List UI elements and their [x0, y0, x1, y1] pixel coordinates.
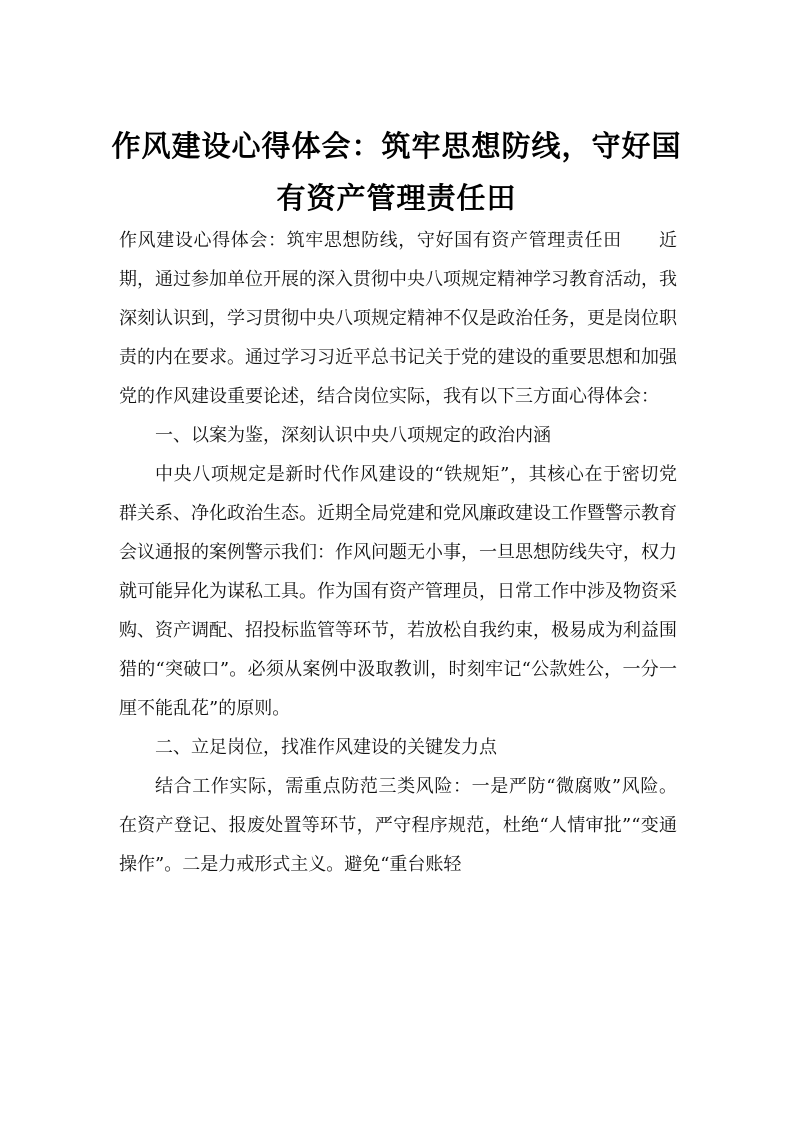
section-2-paragraph: 结合工作实际，需重点防范三类风险：一是严防“微腐败”风险。在资产登记、报废处置等环节，严守程序规范，杜绝“人情审批”“变通操作”。二是力戒形式主义。避免“重台账轻	[119, 776, 677, 875]
intro-paragraph: 作风建设心得体会：筑牢思想防线，守好国有资产管理责任田 近期，通过参加单位开展的深入贯彻中央八项规定精神学习教育活动，我深刻认识到，学习贯彻中央八项规定精神不仅是政治任务，更是岗位职责的内在要求。通过学习习近平总书记关于党的建设的重要思想和加强党的作风建设重要论述，结合岗位实际，我有以下三方面心得体会：	[119, 230, 677, 407]
section-1-paragraph: 中央八项规定是新时代作风建设的“铁规矩”，其核心在于密切党群关系、净化政治生态。近期全局党建和党风廉政建设工作暨警示教育会议通报的案例警示我们：作风问题无小事，一旦思想防线失守，权力就可能异化为谋私工具。作为国有资产管理员，日常工作中涉及物资采购、资产调配、招投标监管等环节，若放松自我约束，极易成为利益围猎的“突破口”。必须从案例中汲取教训，时刻牢记“公款姓公，一分一厘不能乱花”的原则。	[119, 464, 677, 719]
document-body	[119, 221, 677, 884]
document-title: 作风建设心得体会：筑牢思想防线，守好国有资产管理责任田	[111, 129, 682, 215]
section-heading-2: 二、立足岗位，找准作风建设的关键发力点	[155, 737, 497, 758]
section-heading-1: 一、以案为鉴，深刻认识中央八项规定的政治内涵	[155, 425, 551, 446]
